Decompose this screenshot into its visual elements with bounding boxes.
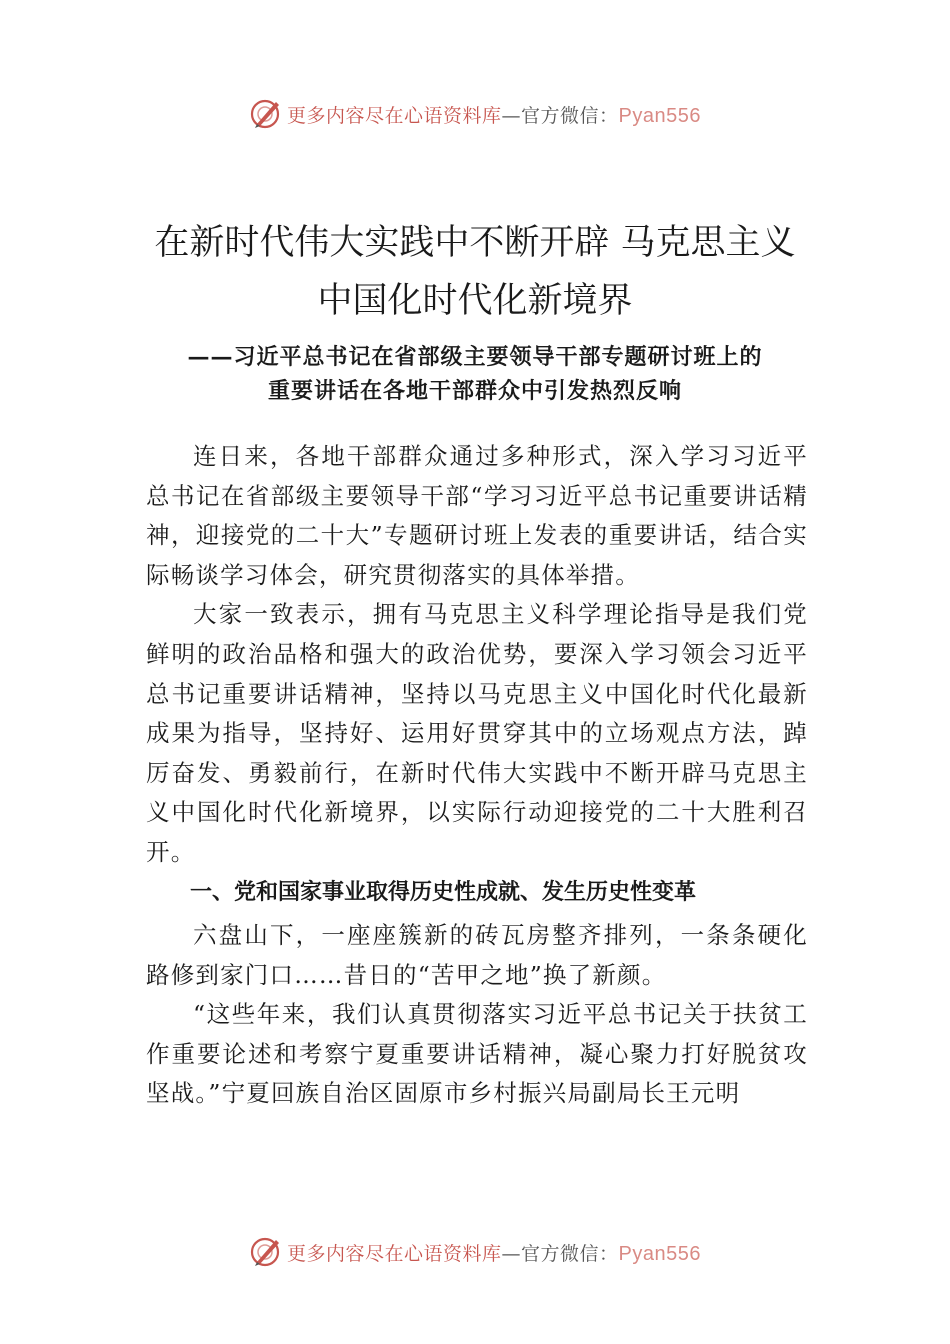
title-line-2: 中国化时代化新境界 xyxy=(317,281,633,321)
subtitle-line-1: ——习近平总书记在省部级主要领导干部专题研讨班上的 xyxy=(187,344,763,370)
watermark-text: 更多内容尽在心语资料库—官方微信：Pyan556 xyxy=(287,104,701,127)
page-title xyxy=(100,214,850,330)
paragraph: 大家一致表示，拥有马克思主义科学理论指导是我们党鲜明的政治品格和强大的政治优势，要深入学习领会习近平总书记重要讲话精神，坚持以马克思主义中国化时代化最新成果为指导，坚持好、运用好贯穿其中的立场观点方法，踔厉奋发、勇毅前行，在新时代伟大实践中不断开辟马克思主义中国化时代化新境界，以实际行动迎接党的二十大胜利召开。 xyxy=(146,600,808,866)
pen-logo-icon xyxy=(249,97,283,131)
watermark-footer xyxy=(0,1232,950,1272)
paragraph: “这些年来，我们认真贯彻落实习近平总书记关于扶贫工作重要论述和考察宁夏重要讲话精神，凝心聚力打好脱贫攻坚战。”宁夏回族自治区固原市乡村振兴局副局长王元明 xyxy=(146,1000,808,1108)
article-intro xyxy=(146,437,808,873)
pen-logo-icon xyxy=(249,1235,283,1269)
watermark-header xyxy=(0,94,950,134)
section-heading: 一、党和国家事业取得历史性成就、发生历史性变革 xyxy=(190,880,697,905)
title-line-1: 在新时代伟大实践中不断开辟 马克思主义 xyxy=(154,223,796,263)
subtitle-line-2: 重要讲话在各地干部群众中引发热烈反响 xyxy=(267,378,682,404)
section-body xyxy=(146,916,808,1114)
page-subtitle xyxy=(100,340,850,408)
paragraph: 连日来，各地干部群众通过多种形式，深入学习习近平总书记在省部级主要领导干部“学习习近平总书记重要讲话精神，迎接党的二十大”专题研讨班上发表的重要讲话，结合实际畅谈学习体会，研究贯彻落实的具体举措。 xyxy=(146,442,808,589)
paragraph: 六盘山下，一座座簇新的砖瓦房整齐排列，一条条硬化路修到家门口……昔日的“苦甲之地”换了新颜。 xyxy=(146,921,808,989)
watermark-text: 更多内容尽在心语资料库—官方微信：Pyan556 xyxy=(287,1242,701,1265)
